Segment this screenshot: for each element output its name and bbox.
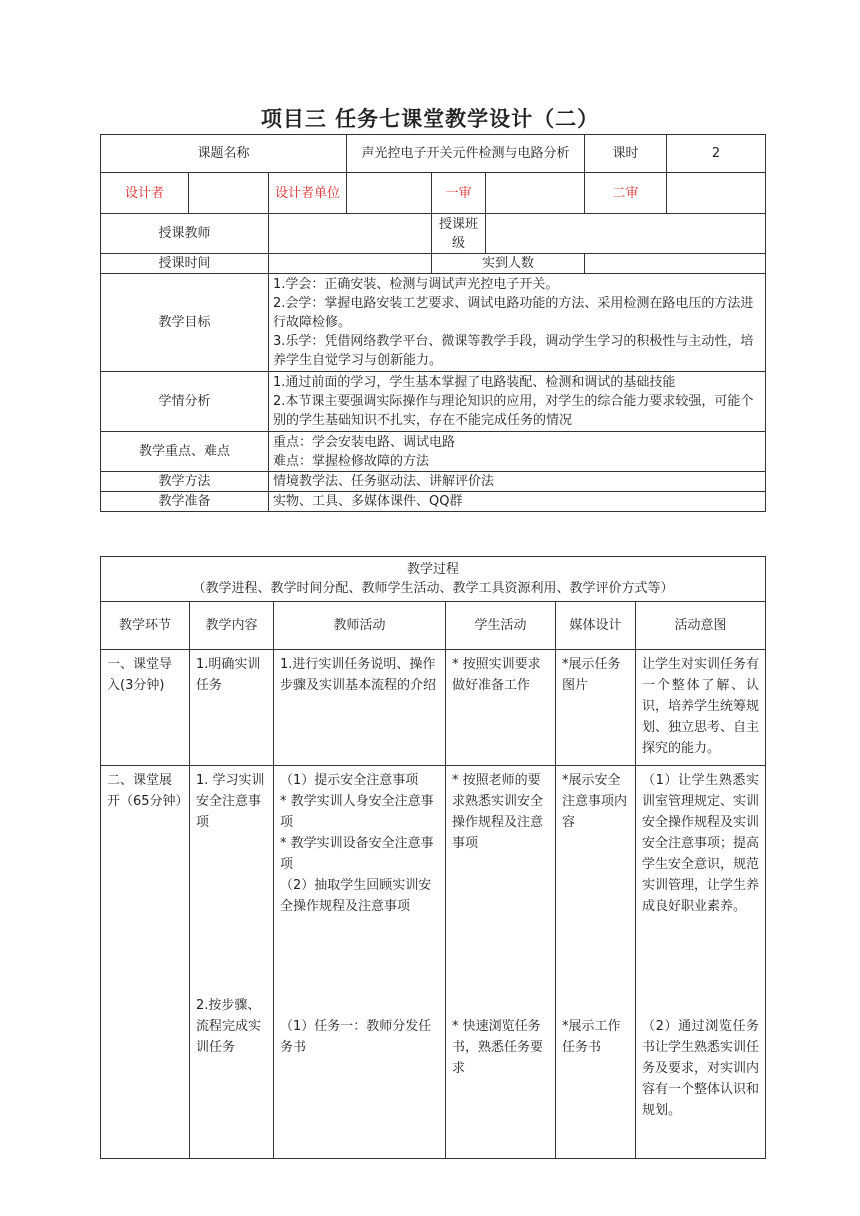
- teaching-process-table: [100, 556, 766, 1159]
- prep-label: 教学准备: [101, 492, 269, 512]
- time-label: 授课时间: [101, 254, 269, 274]
- teacher-item: （1）提示安全注意事项 * 教学实训人身安全注意事项 * 教学实训设备安全注意事项 （2）抽取学生回顾实训安全操作规程及注意事项: [280, 773, 434, 914]
- class-label: 授课班级: [432, 214, 486, 254]
- process-title: 教学过程: [407, 562, 460, 577]
- student-cell: [446, 766, 556, 1159]
- designer-value[interactable]: [189, 173, 269, 214]
- keypoint-item: 重点：学会安装电路、调试电路: [273, 434, 456, 450]
- student-item: * 按照老师的要求熟悉实训安全操作规程及注意事项: [452, 773, 544, 851]
- hours-value: 2: [667, 135, 766, 173]
- designer-label: 设计者: [101, 173, 189, 214]
- intent-item: （2）通过浏览任务书让学生熟悉实训任务及要求，对实训内容有一个整体认识和规划。: [642, 1019, 760, 1118]
- process-title-cell: [101, 557, 766, 602]
- header-student: 学生活动: [446, 602, 556, 650]
- header-intent: 活动意图: [636, 602, 766, 650]
- goal-item: 1.学会：正确安装、检测与调试声光控电子开关。: [273, 277, 559, 292]
- student-cell: * 按照实训要求做好准备工作: [446, 650, 556, 766]
- media-item: *展示安全注意事项内容: [562, 773, 628, 830]
- header-stage: 教学环节: [101, 602, 190, 650]
- stage-cell: 一、课堂导入(3分钟): [101, 650, 190, 766]
- methods-label: 教学方法: [101, 472, 269, 492]
- review1-label: 一审: [432, 173, 486, 214]
- keypoints-label: 教学重点、难点: [101, 432, 269, 472]
- topic-label: 课题名称: [101, 135, 347, 173]
- student-item: * 快速浏览任务书，熟悉任务要求: [452, 1019, 544, 1076]
- hours-label: 课时: [585, 135, 667, 173]
- designer-unit-value[interactable]: [347, 173, 432, 214]
- table-row: [101, 766, 766, 1159]
- intent-cell: 让学生对实训任务有一个整体了解、认识，培养学生统筹规划、独立思考、自主探究的能力。: [636, 650, 766, 766]
- time-value[interactable]: [269, 254, 432, 274]
- prep-value: 实物、工具、多媒体课件、QQ群: [269, 492, 766, 512]
- attendance-value[interactable]: [585, 254, 766, 274]
- methods-value: 情境教学法、任务驱动法、讲解评价法: [269, 472, 766, 492]
- class-value[interactable]: [486, 214, 766, 254]
- review2-value[interactable]: [667, 173, 766, 214]
- header-content: 教学内容: [190, 602, 274, 650]
- content-item: 2.按步骤、流程完成实训任务: [196, 998, 262, 1055]
- media-item: *展示工作任务书: [562, 1019, 621, 1055]
- media-cell: *展示任务图片: [556, 650, 636, 766]
- page-title: 项目三 任务七课堂教学设计（二）: [260, 107, 600, 131]
- content-item: 1. 学习实训安全注意事项: [196, 773, 265, 830]
- goal-item: 2.会学：掌握电路安装工艺要求、调试电路功能的方法、采用检测在路电压的方法进行故障检修。: [273, 296, 754, 330]
- header-teacher: 教师活动: [274, 602, 446, 650]
- intent-item: （1）让学生熟悉实训室管理规定、实训安全操作规程及实训安全注意事项；提高学生安全意识，规范实训管理，让学生养成良好职业素养。: [642, 773, 760, 914]
- goals-label: 教学目标: [101, 274, 269, 372]
- goals-cell: [269, 274, 766, 372]
- content-cell: 1.明确实训任务: [190, 650, 274, 766]
- keypoints-cell: [269, 432, 766, 472]
- review1-value[interactable]: [486, 173, 585, 214]
- review2-label: 二审: [585, 173, 667, 214]
- topic-value: 声光控电子开关元件检测与电路分析: [347, 135, 585, 173]
- analysis-cell: [269, 372, 766, 432]
- analysis-label: 学情分析: [101, 372, 269, 432]
- course-info-table: [100, 134, 766, 512]
- intent-cell: [636, 766, 766, 1159]
- goal-item: 3.乐学：凭借网络教学平台、微课等教学手段，调动学生学习的积极性与主动性，培养学生自觉学习与创新能力。: [273, 334, 754, 368]
- stage-cell: 二、课堂展开（65分钟）: [101, 766, 190, 1159]
- teacher-item: （1）任务一：教师分发任务书: [280, 1019, 432, 1055]
- media-cell: [556, 766, 636, 1159]
- teacher-label: 授课教师: [101, 214, 269, 254]
- keypoint-item: 难点：掌握检修故障的方法: [273, 453, 430, 469]
- analysis-item: 2.本节课主要强调实际操作与理论知识的应用，对学生的综合能力要求较强，可能个别的学生基础知识不扎实，存在不能完成任务的情况: [273, 394, 754, 428]
- header-media: 媒体设计: [556, 602, 636, 650]
- designer-unit-label: 设计者单位: [269, 173, 347, 214]
- attendance-label: 实到人数: [432, 254, 585, 274]
- teacher-cell: 1.进行实训任务说明、操作步骤及实训基本流程的介绍: [274, 650, 446, 766]
- teacher-value[interactable]: [269, 214, 432, 254]
- content-cell: [190, 766, 274, 1159]
- process-subtitle: （教学进程、教学时间分配、教师学生活动、教学工具资源利用、教学评价方式等）: [192, 581, 674, 596]
- analysis-item: 1.通过前面的学习，学生基本掌握了电路装配、检测和调试的基础技能: [273, 375, 676, 390]
- teacher-cell: [274, 766, 446, 1159]
- table-row: [101, 650, 766, 766]
